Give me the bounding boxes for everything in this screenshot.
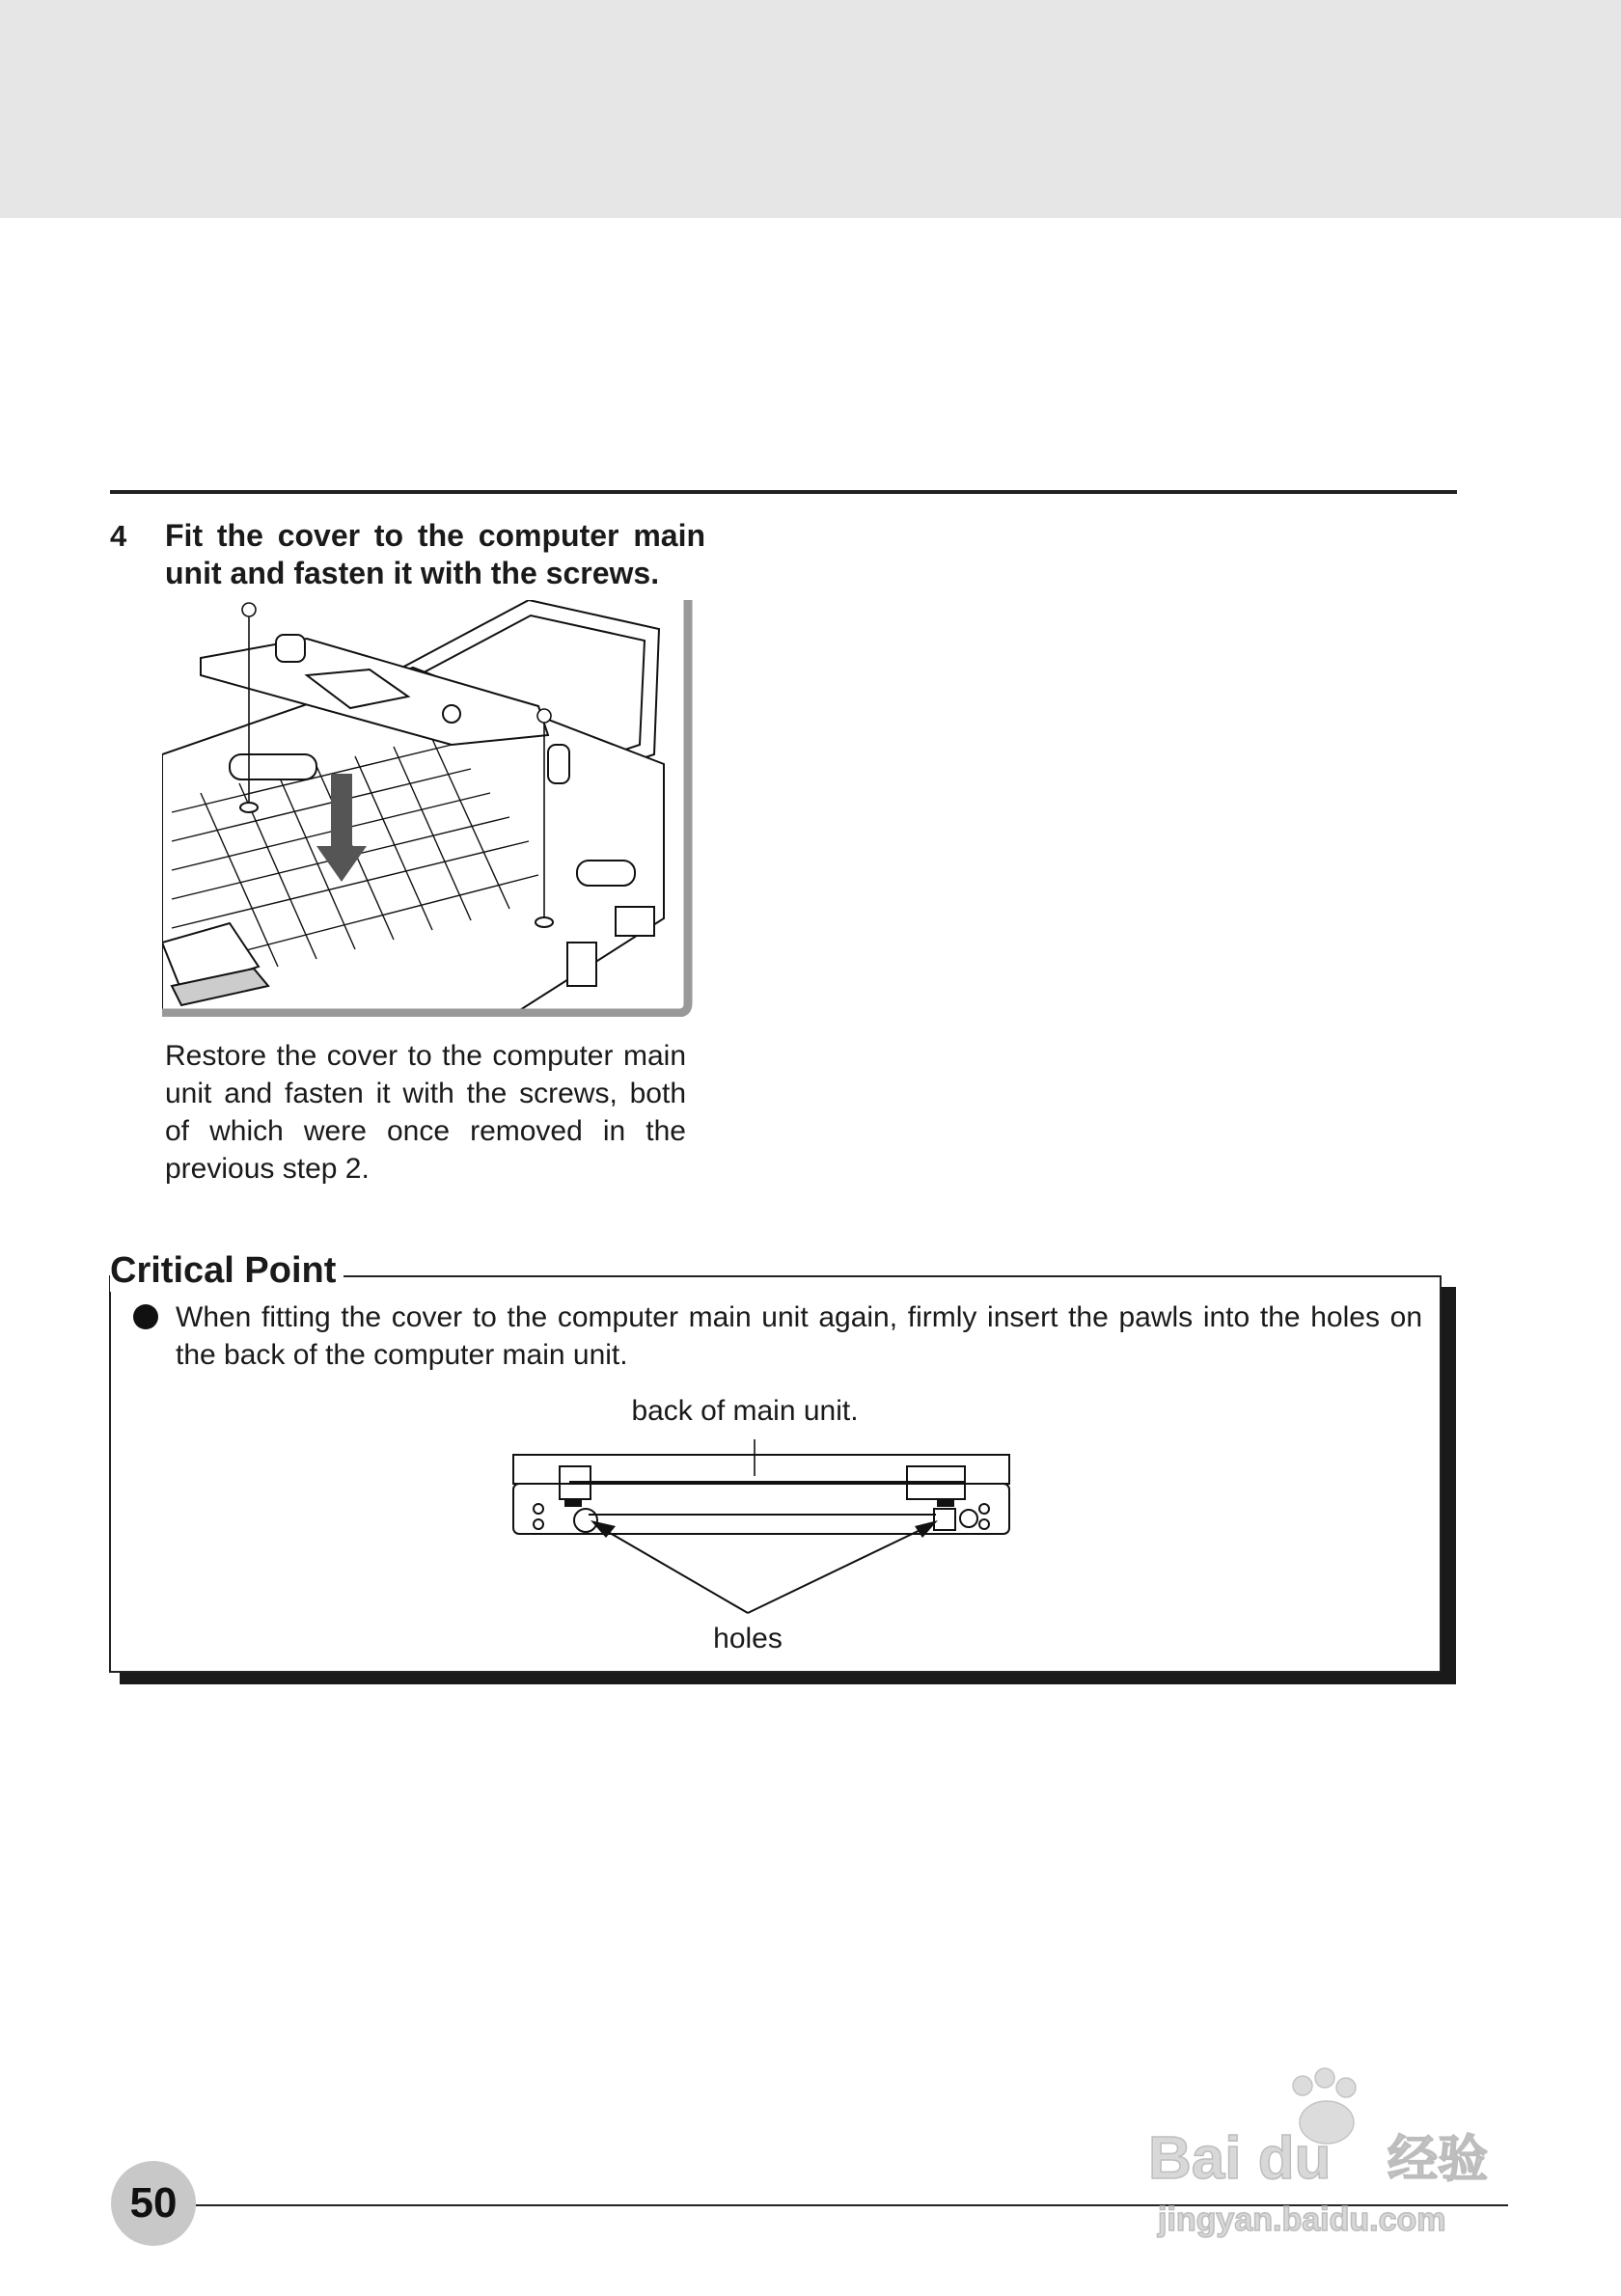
watermark-url: jingyan.baidu.com (1158, 2201, 1446, 2238)
top-rule (110, 490, 1457, 494)
step-number: 4 (110, 519, 127, 553)
page-number: 50 (111, 2161, 196, 2246)
cover-fitting-illustration (162, 600, 693, 1017)
watermark-brand: Bai du (1148, 2125, 1332, 2192)
critical-point-text: When fitting the cover to the computer main unit again, firmly insert the pawls into the holes on the back of the computer main unit. (176, 1301, 1422, 1371)
baidu-watermark (1139, 2064, 1525, 2257)
back-of-main-unit-label: back of main unit. (631, 1395, 859, 1427)
watermark-suffix: 经验 (1387, 2132, 1489, 2188)
header-band (0, 0, 1621, 218)
step-title: Fit the cover to the computer main unit and fasten it with the screws. (165, 518, 705, 590)
bullet-icon (133, 1304, 158, 1329)
back-of-main-unit-diagram (502, 1437, 1023, 1621)
critical-point-title: Critical Point (110, 1250, 343, 1292)
holes-label: holes (713, 1623, 783, 1654)
step-description: Restore the cover to the computer main unit and fasten it with the screws, both of which were once removed in the previous step 2. (165, 1040, 686, 1185)
